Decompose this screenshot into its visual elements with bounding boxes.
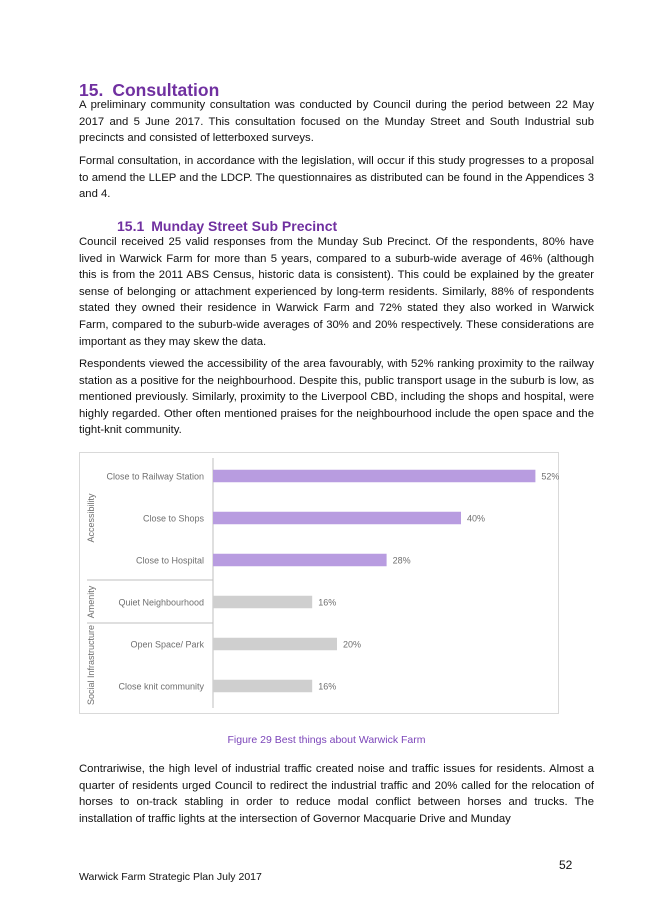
value-label: 16% xyxy=(318,681,337,692)
value-label: 52% xyxy=(541,471,559,482)
subsection-title: Munday Street Sub Precinct xyxy=(151,218,338,234)
section-number: 15. xyxy=(79,80,104,100)
subsection-number: 15.1 xyxy=(117,218,145,234)
value-label: 20% xyxy=(343,639,362,650)
footer-text: Warwick Farm Strategic Plan July 2017 xyxy=(79,871,262,883)
paragraph-responses: Council received 25 valid responses from the Munday Sub Precinct. Of the respondents, 80% have lived in Warwick Farm for more than 5 years, compared to a suburb-wide average of 46% (although this is from the 2011 ABS Census, historic data is consistent). This could be explained by the greater sense of belonging or attachment experienced by long-term residents. Similarly, 88% of respondents stated they owned their residence in Warwick Farm and 72% stated they also worked in Warwick Farm, compared to the suburb-wide averages of 30% and 20% respectively. These considerations are important as they may skew the data. xyxy=(79,236,594,348)
paragraph-traffic-issues: Contrariwise, the high level of industrial traffic created noise and traffic issues for residents. Almost a quarter of residents urged Council to redirect the industrial traffic and 20% called for the relocation of horses to on-track stabling in order to reduce modal conflict between horses and trucks. The installation of traffic lights at the intersection of Governor Macquarie Drive and Munday xyxy=(79,763,594,825)
best-things-chart xyxy=(79,452,559,714)
section-title: Consultation xyxy=(112,80,220,100)
category-label: Close to Shops xyxy=(142,513,204,524)
value-label: 40% xyxy=(467,513,486,524)
paragraph-accessibility: Respondents viewed the accessibility of the area favourably, with 52% ranking proximity to the railway station as a positive for the neighbourhood. Despite this, public transport usage in the suburb is low, as mentioned previously. Similarly, proximity to the Liverpool CBD, including the shops and hospital, were highly regarded. Other often mentioned praises for the neighbourhood include the open space and the tight-knit community. xyxy=(79,358,594,437)
value-label: 16% xyxy=(318,597,337,608)
bar xyxy=(213,638,337,651)
bar xyxy=(213,470,535,483)
page-number: 52 xyxy=(559,858,573,872)
bar xyxy=(213,512,461,525)
chart-border xyxy=(80,453,559,714)
category-label: Close to Hospital xyxy=(135,555,204,566)
paragraph-intro: A preliminary community consultation was conducted by Council during the period between 22 May 2017 and 5 June 2017. This consultation focused on the Munday Street and South Industrial sub precincts and consisted of letterboxed surveys. xyxy=(79,99,594,145)
group-label: Social Infrastructure xyxy=(86,624,96,706)
group-label: Amenity xyxy=(86,585,96,619)
category-label: Open Space/ Park xyxy=(130,639,204,650)
bar xyxy=(213,554,387,567)
category-label: Close knit community xyxy=(118,681,204,692)
bar xyxy=(213,680,312,693)
group-label: Accessibility xyxy=(86,493,96,543)
subsection-heading xyxy=(117,218,337,234)
category-label: Close to Railway Station xyxy=(106,471,204,482)
bar xyxy=(213,596,312,609)
value-label: 28% xyxy=(392,555,411,566)
category-label: Quiet Neighbourhood xyxy=(118,597,204,608)
paragraph-formal-consultation: Formal consultation, in accordance with the legislation, will occur if this study progresses to a proposal to amend the LLEP and the LDCP. The questionnaires as distributed can be found in the Appendices 3 and 4. xyxy=(79,155,594,201)
figure-caption: Figure 29 Best things about Warwick Farm xyxy=(227,734,426,746)
